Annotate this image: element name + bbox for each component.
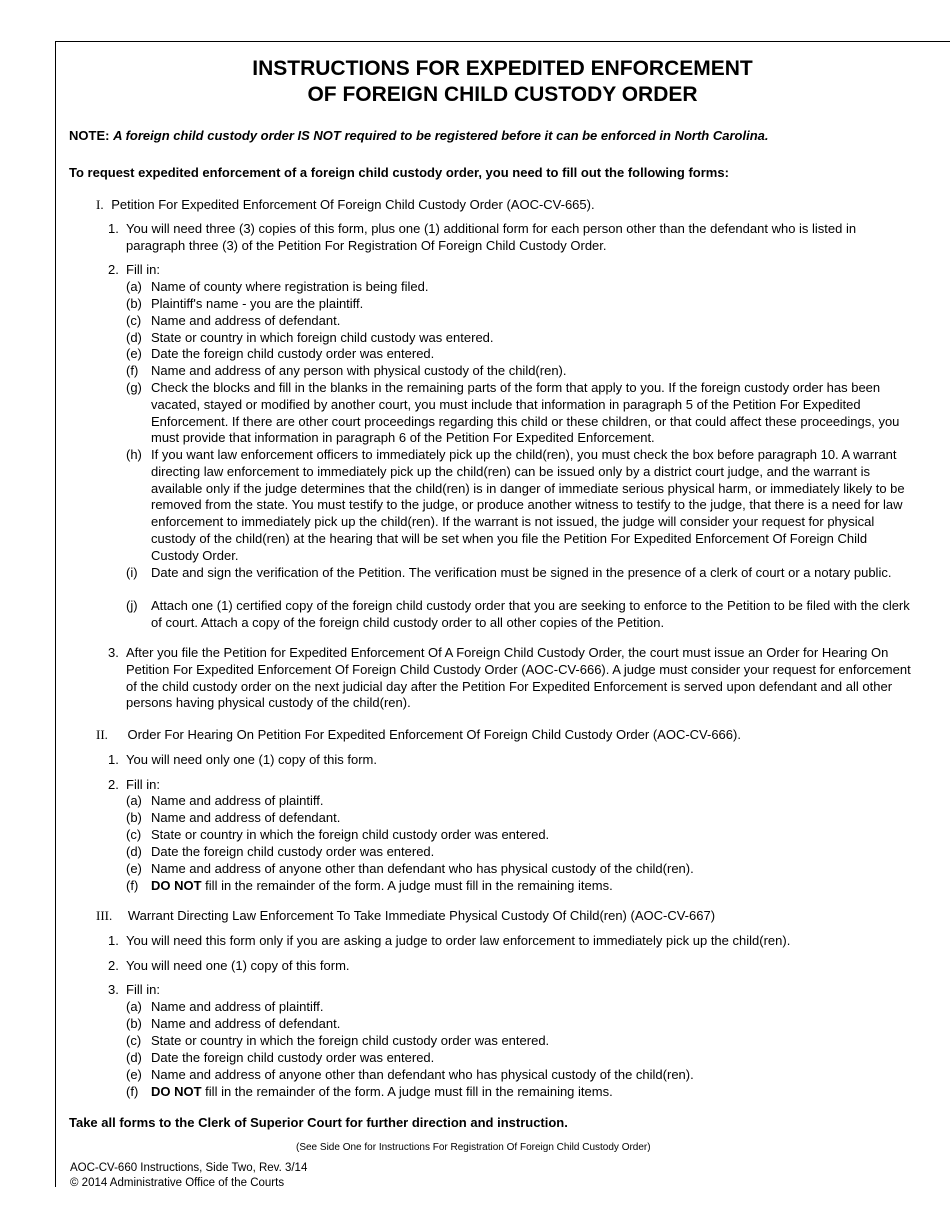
section-3-roman: III. <box>96 908 113 923</box>
sub-text: Name and address of defendant. <box>151 810 341 825</box>
section-2-heading-text: Order For Hearing On Petition For Expedited Enforcement Of Foreign Child Custody Order (AOC-CV-666). <box>127 727 741 742</box>
sub-letter: (b) <box>126 1016 142 1031</box>
sub-letter: (e) <box>126 1067 142 1082</box>
section-1-item-2 <box>108 262 913 279</box>
form-revision: AOC-CV-660 Instructions, Side Two, Rev. 3/14 <box>70 1162 308 1174</box>
item-number: 1. <box>108 752 119 767</box>
see-side-one-note: (See Side One for Instructions For Registration Of Foreign Child Custody Order) <box>296 1142 651 1153</box>
sub-letter: (b) <box>126 296 142 311</box>
sub-text: Attach one (1) certified copy of the foreign child custody order that you are seeking to enforce to the Petition to be filed with the clerk of court. Attach a copy of the foreign child custody order to all other copies of the Petition. <box>151 598 910 630</box>
section-1-sub-h <box>126 447 916 565</box>
item-number: 1. <box>108 933 119 948</box>
section-3-heading <box>96 908 715 924</box>
section-1-sub-c <box>126 313 916 330</box>
sub-text: State or country in which the foreign child custody order was entered. <box>151 1033 550 1048</box>
sub-text: Name and address of anyone other than defendant who has physical custody of the child(ren). <box>151 861 694 876</box>
do-not-emphasis: DO NOT <box>151 1084 202 1099</box>
section-2-sub-a <box>126 793 916 810</box>
note-label: NOTE: <box>69 128 110 143</box>
sub-letter: (e) <box>126 861 142 876</box>
page-frame-left-rule <box>55 41 56 1187</box>
sub-text-rest: fill in the remainder of the form. A judge must fill in the remaining items. <box>201 1084 613 1099</box>
sub-text: Date and sign the verification of the Petition. The verification must be signed in the presence of a clerk of court or a notary public. <box>151 565 892 580</box>
item-text: Fill in: <box>126 982 160 997</box>
item-number: 1. <box>108 221 119 236</box>
item-number: 3. <box>108 982 119 997</box>
section-3-sub-e <box>126 1067 916 1084</box>
sub-letter: (d) <box>126 330 142 345</box>
section-2-sub-f <box>126 878 916 895</box>
section-2-item-2 <box>108 777 913 794</box>
section-1-sub-b <box>126 296 916 313</box>
sub-letter: (d) <box>126 844 142 859</box>
section-3-sub-d <box>126 1050 916 1067</box>
section-1-sub-f <box>126 363 916 380</box>
page-frame-top-rule <box>55 41 950 42</box>
intro-text: To request expedited enforcement of a foreign child custody order, you need to fill out the following forms: <box>69 165 729 180</box>
section-1-sub-j <box>126 598 916 632</box>
sub-letter: (b) <box>126 810 142 825</box>
section-2-sub-d <box>126 844 916 861</box>
sub-letter: (h) <box>126 447 142 462</box>
section-3-heading-text: Warrant Directing Law Enforcement To Take Immediate Physical Custody Of Child(ren) (AOC-CV-667) <box>127 908 716 923</box>
section-1-sub-d <box>126 330 916 347</box>
copyright: © 2014 Administrative Office of the Courts <box>70 1177 285 1189</box>
page-title <box>55 56 950 108</box>
item-text: You will need one (1) copy of this form. <box>126 958 350 973</box>
item-number: 2. <box>108 777 119 792</box>
sub-text: Name and address of plaintiff. <box>151 793 324 808</box>
item-text: You will need only one (1) copy of this form. <box>126 752 377 767</box>
item-text: Fill in: <box>126 777 160 792</box>
section-3-sub-b <box>126 1016 916 1033</box>
sub-letter: (f) <box>126 363 139 378</box>
item-text: You will need three (3) copies of this form, plus one (1) additional form for each person other than the defendant who is listed in paragraph three (3) of the Petition For Registration Of Foreign Child Custody Order. <box>126 221 857 253</box>
section-3-sub-c <box>126 1033 916 1050</box>
sub-text <box>151 878 916 895</box>
sub-text: Name of county where registration is being filed. <box>151 279 429 294</box>
sub-text: Check the blocks and fill in the blanks in the remaining parts of the form that apply to you. If the foreign custody order has been vacated, stayed or modified by another court, you must include that information in paragraph 5 of the Petition For Expedited Enforcement. If there are other court proceedings regarding this child or these children, or that could affect these proceedings, you must provide that information in paragraph 6 of the Petition For Expedited Enforcement. <box>151 380 900 446</box>
sub-text: Date the foreign child custody order was entered. <box>151 844 435 859</box>
sub-letter: (c) <box>126 827 142 842</box>
sub-letter: (c) <box>126 313 142 328</box>
sub-text: Name and address of defendant. <box>151 313 341 328</box>
sub-letter: (c) <box>126 1033 142 1048</box>
section-1-heading-text: Petition For Expedited Enforcement Of Foreign Child Custody Order (AOC-CV-665). <box>111 197 595 212</box>
item-number: 3. <box>108 645 119 660</box>
sub-text: Name and address of plaintiff. <box>151 999 324 1014</box>
sub-text: Name and address of defendant. <box>151 1016 341 1031</box>
section-1-sub-g <box>126 380 916 447</box>
sub-letter: (a) <box>126 279 142 294</box>
section-1-sub-e <box>126 346 916 363</box>
sub-text-rest: fill in the remainder of the form. A judge must fill in the remaining items. <box>201 878 613 893</box>
section-3-item-1 <box>108 933 913 950</box>
sub-text: Name and address of any person with physical custody of the child(ren). <box>151 363 567 378</box>
item-number: 2. <box>108 958 119 973</box>
sub-text: State or country in which foreign child custody was entered. <box>151 330 494 345</box>
closing-instruction: Take all forms to the Clerk of Superior Court for further direction and instruction. <box>69 1115 568 1130</box>
sub-letter: (a) <box>126 999 142 1014</box>
item-text: After you file the Petition for Expedited Enforcement Of A Foreign Child Custody Order, the court must issue an Order for Hearing On Petition For Expedited Enforcement Of Foreign Child Custody Order (AOC-CV-666). A judge must consider your request for enforcement of the child custody order on the next judicial day after the Petition For Expedited Enforcement is served upon defendant and all other persons having physical custody of the child(ren). <box>126 645 911 711</box>
section-1-roman: I. <box>96 197 104 212</box>
sub-text: Date the foreign child custody order was entered. <box>151 1050 435 1065</box>
section-3-sub-f <box>126 1084 916 1101</box>
section-1-sub-a <box>126 279 916 296</box>
sub-text: Date the foreign child custody order was entered. <box>151 346 435 361</box>
note <box>69 128 768 143</box>
section-2-item-1 <box>108 752 913 769</box>
sub-text: Name and address of anyone other than defendant who has physical custody of the child(ren). <box>151 1067 694 1082</box>
sub-letter: (g) <box>126 380 142 395</box>
sub-text: State or country in which the foreign child custody order was entered. <box>151 827 550 842</box>
sub-letter: (i) <box>126 565 138 580</box>
item-text: You will need this form only if you are asking a judge to order law enforcement to immediately pick up the child(ren). <box>126 933 791 948</box>
section-2-sub-b <box>126 810 916 827</box>
sub-letter: (e) <box>126 346 142 361</box>
section-1-sub-i <box>126 565 916 582</box>
footer <box>70 1161 307 1191</box>
title-line-2: OF FOREIGN CHILD CUSTODY ORDER <box>307 83 698 106</box>
section-2-sub-e <box>126 861 916 878</box>
section-2-heading <box>96 727 741 743</box>
sub-letter: (f) <box>126 878 139 893</box>
section-2-sub-c <box>126 827 916 844</box>
sub-text <box>151 1084 916 1101</box>
item-number: 2. <box>108 262 119 277</box>
title-line-1: INSTRUCTIONS FOR EXPEDITED ENFORCEMENT <box>252 57 753 80</box>
note-text: A foreign child custody order IS NOT required to be registered before it can be enforced in North Carolina. <box>113 128 769 143</box>
sub-letter: (a) <box>126 793 142 808</box>
section-3-item-3 <box>108 982 913 999</box>
do-not-emphasis: DO NOT <box>151 878 202 893</box>
sub-letter: (j) <box>126 598 138 613</box>
section-3-item-2 <box>108 958 913 975</box>
section-2-roman: II. <box>96 727 108 742</box>
item-text: Fill in: <box>126 262 160 277</box>
sub-letter: (d) <box>126 1050 142 1065</box>
sub-text: If you want law enforcement officers to immediately pick up the child(ren), you must check the box before paragraph 10. A warrant directing law enforcement to immediately pick up the child(ren) can be issued only by a district court judge, and the warrant is available only if the judge determines that the child(ren) is in danger of immediate serious physical harm, or immediately likely to be removed from the state. You must testify to the judge, or produce another witness to testify to the judge, that there is a need for law enforcement to immediately pick up the child(ren). If the warrant is not issued, the judge will consider your request for physical custody of the child(ren) at the hearing that will be set when you file the Petition For Expedited Enforcement Of Foreign Child Custody Order. <box>151 447 905 563</box>
section-1-item-1 <box>108 221 913 255</box>
section-1-heading <box>96 197 595 213</box>
sub-text: Plaintiff's name - you are the plaintiff. <box>151 296 364 311</box>
section-3-sub-a <box>126 999 916 1016</box>
section-1-item-3 <box>108 645 913 712</box>
sub-letter: (f) <box>126 1084 139 1099</box>
